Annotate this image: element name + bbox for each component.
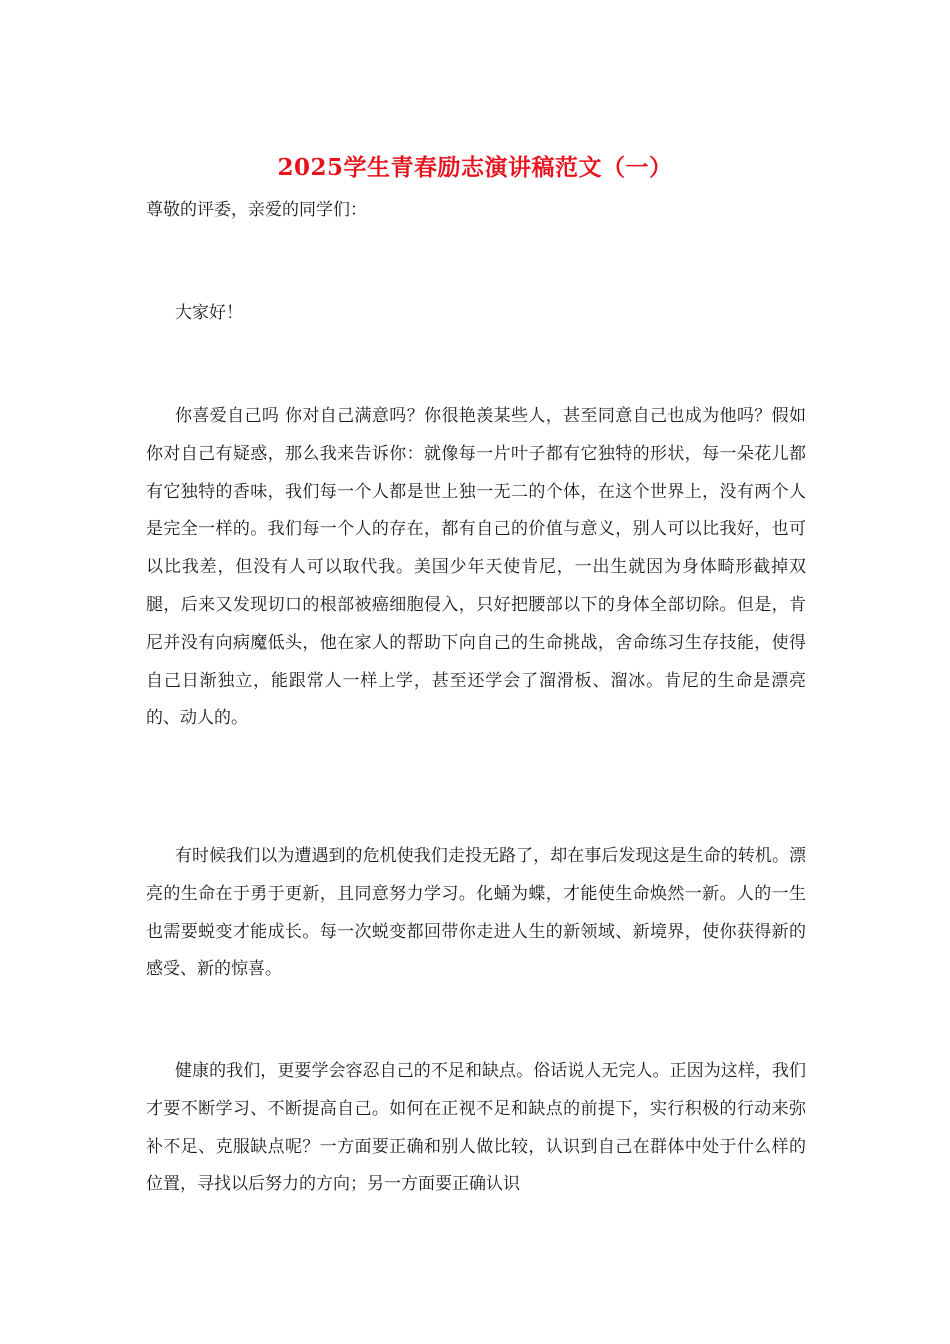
greeting: 大家好！ xyxy=(175,303,243,323)
paragraph-1: 你喜爱自己吗 你对自己满意吗？你很艳羡某些人，甚至同意自己也成为他吗？假如你对自己有疑惑，那么我来告诉你：就像每一片叶子都有它独特的形状，每一朵花儿都有它独特的香味，我们每一个人都是世上独一无二的个体，在这个世界上，没有两个人是完全一样的。我们每一个人的存在，都有自己的价值与意义，别人可以比我好，也可以比我差，但没有人可以取代我。美国少年天使肯尼，一出生就因为身体畸形截掉双腿，后来又发现切口的根部被癌细胞侵入，只好把腰部以下的身体全部切除。但是，肯尼并没有向病魔低头，他在家人的帮助下向自己的生命挑战，舍命练习生存技能，使得自己日渐独立，能跟常人一样上学，甚至还学会了溜滑板、溜冰。肯尼的生命是漂亮的、动人的。 xyxy=(146,406,806,729)
document-title: 2025学生青春励志演讲稿范文（一） xyxy=(277,154,673,181)
paragraph-3: 健康的我们，更要学会容忍自己的不足和缺点。俗话说人无完人。正因为这样，我们才要不断学习、不断提高自己。如何在正视不足和缺点的前提下，实行积极的行动来弥补不足、克服缺点呢？一方面要正确和别人做比较，认识到自己在群体中处于什么样的位置，寻找以后努力的方向；另一方面要正确认识 xyxy=(146,1061,806,1195)
salutation: 尊敬的评委，亲爱的同学们： xyxy=(146,200,367,220)
paragraph-2: 有时候我们以为遭遇到的危机使我们走投无路了，却在事后发现这是生命的转机。漂亮的生命在于勇于更新，且同意努力学习。化蛹为蝶，才能使生命焕然一新。人的一生也需要蜕变才能成长。每一次蜕变都回带你走进人生的新领域、新境界，使你获得新的感受、新的惊喜。 xyxy=(146,846,806,980)
